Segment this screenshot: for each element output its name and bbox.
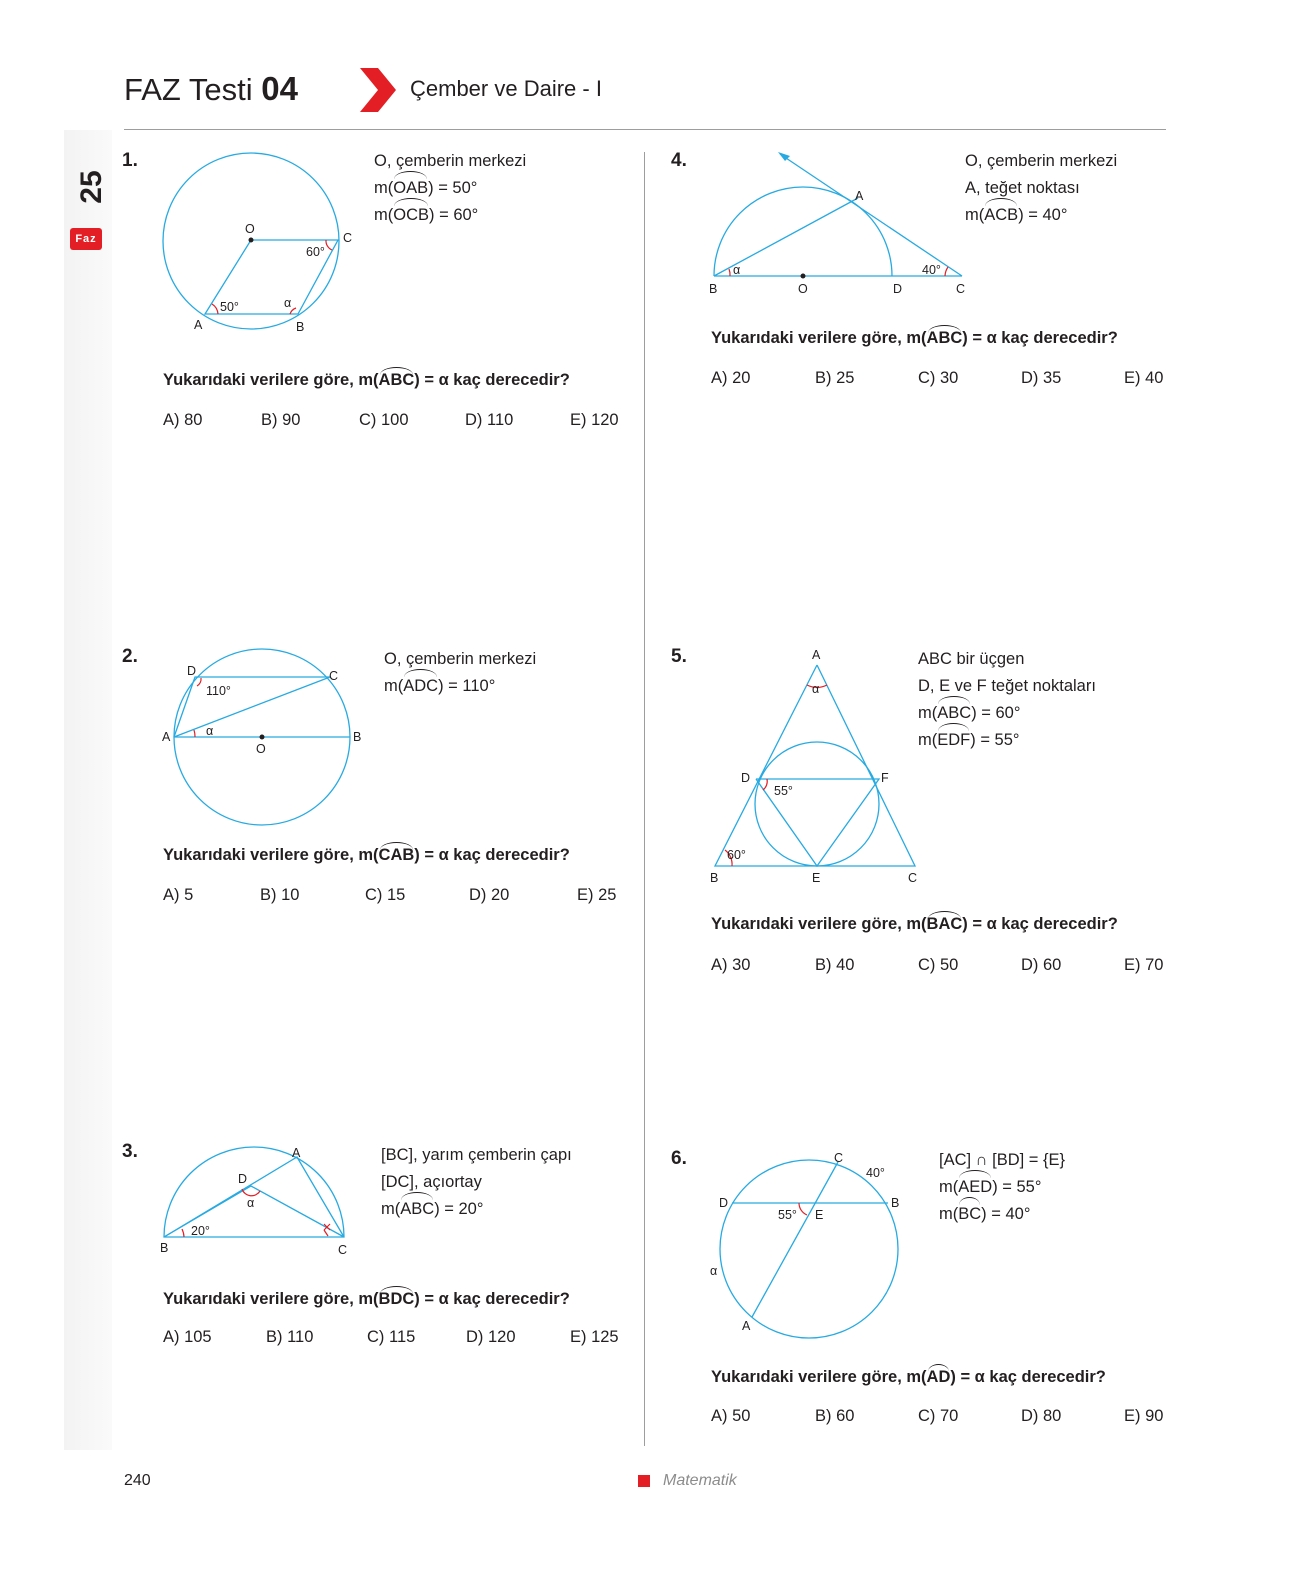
- point-label: B: [710, 871, 719, 885]
- arc-notation: AD: [926, 1368, 951, 1386]
- arc-notation: ABC: [926, 329, 963, 347]
- answer-choice[interactable]: B) 60: [815, 1407, 855, 1425]
- given-info: [384, 646, 536, 700]
- page-subtitle: Çember ve Daire - I: [410, 76, 602, 101]
- semicircle-shape: [714, 187, 892, 276]
- text-segment: ) = 20°: [434, 1200, 484, 1218]
- answer-choice[interactable]: D) 20: [469, 886, 510, 904]
- given-line: [374, 148, 526, 175]
- brand-logo-text: Faz: [75, 233, 97, 245]
- given-line: [374, 202, 526, 229]
- text-segment: ) = 55°: [992, 1178, 1042, 1196]
- question-number: 3.: [122, 1141, 138, 1162]
- question-text: [163, 1290, 570, 1309]
- angle-label: 55°: [774, 784, 793, 798]
- text-segment: ) = 50°: [428, 179, 478, 197]
- angle-mark: [194, 730, 195, 737]
- angle-mark: [324, 1230, 328, 1236]
- text-segment: m(: [374, 179, 394, 197]
- angle-mark: [945, 267, 948, 276]
- figure-q3: [158, 1140, 358, 1258]
- answer-choice[interactable]: E) 120: [570, 411, 619, 429]
- text-segment: Yukarıdaki verilere göre, m(: [163, 1290, 379, 1308]
- text-segment: Yukarıdaki verilere göre, m(: [163, 371, 379, 389]
- given-line: [965, 202, 1117, 229]
- text-segment: m(: [381, 1200, 401, 1218]
- answer-choice[interactable]: C) 115: [367, 1328, 416, 1346]
- arc-notation: ABC: [937, 700, 971, 727]
- header-divider: [124, 129, 1166, 130]
- arc-notation: OCB: [393, 202, 429, 229]
- answer-choice[interactable]: D) 80: [1021, 1407, 1062, 1425]
- angle-label: 50°: [220, 300, 239, 314]
- answer-choice[interactable]: C) 50: [918, 956, 959, 974]
- question-number: 4.: [671, 150, 687, 171]
- answer-choice[interactable]: B) 40: [815, 956, 855, 974]
- given-line: [939, 1201, 1065, 1228]
- answer-choice[interactable]: C) 30: [918, 369, 959, 387]
- text-segment: O, çemberin merkezi: [374, 152, 527, 170]
- answer-choice[interactable]: A) 50: [711, 1407, 751, 1425]
- arc-notation: BC: [958, 1201, 981, 1228]
- text-segment: m(: [939, 1178, 959, 1196]
- given-line: [965, 175, 1117, 202]
- text-segment: A, teğet noktası: [965, 179, 1080, 197]
- page-number: 240: [124, 1472, 151, 1489]
- given-info: [965, 148, 1117, 229]
- text-segment: ) = α kaç derecedir?: [414, 846, 570, 864]
- text-segment: ) = α kaç derecedir?: [962, 329, 1118, 347]
- figure-q1: [150, 140, 360, 350]
- given-line: [965, 148, 1117, 175]
- text-segment: m(: [918, 704, 938, 722]
- arc-notation: AED: [958, 1174, 992, 1201]
- text-segment: ) = α kaç derecedir?: [950, 1368, 1106, 1386]
- text-segment: ) = 55°: [970, 731, 1020, 749]
- side-strip: [64, 130, 112, 1450]
- line-segment: [752, 1162, 838, 1317]
- question-text: [163, 846, 570, 865]
- given-line: [918, 727, 1096, 754]
- given-line: [381, 1196, 572, 1223]
- point-label: O: [245, 222, 255, 236]
- answer-choice[interactable]: C) 100: [359, 411, 409, 429]
- text-segment: ) = 40°: [1018, 206, 1068, 224]
- text-segment: ABC bir üçgen: [918, 650, 1025, 668]
- text-segment: Yukarıdaki verilere göre, m(: [711, 1368, 927, 1386]
- answer-choice[interactable]: A) 5: [163, 886, 194, 904]
- answer-choice[interactable]: A) 20: [711, 369, 751, 387]
- question-number: 2.: [122, 646, 138, 667]
- angle-mark: [326, 240, 332, 250]
- point-label: O: [798, 282, 808, 296]
- angle-label: 60°: [306, 245, 325, 259]
- angle-mark: [763, 779, 767, 790]
- text-segment: Yukarıdaki verilere göre, m(: [711, 915, 927, 933]
- center-point: [260, 735, 265, 740]
- angle-mark: [212, 304, 218, 314]
- text-segment: ) = α kaç derecedir?: [962, 915, 1118, 933]
- point-label: D: [741, 771, 751, 785]
- question-text: [163, 371, 570, 390]
- answer-choice[interactable]: C) 15: [365, 886, 406, 904]
- question-text: [711, 329, 1118, 348]
- figure-q4: [700, 148, 980, 296]
- text-segment: m(: [918, 731, 938, 749]
- given-line: [939, 1147, 1065, 1174]
- text-segment: ) = 40°: [981, 1205, 1031, 1223]
- point-label: C: [338, 1243, 348, 1257]
- answer-choice[interactable]: E) 125: [570, 1328, 619, 1346]
- given-info: [918, 646, 1096, 754]
- text-segment: m(: [374, 206, 394, 224]
- point-label: B: [353, 730, 362, 744]
- arc-notation: BAC: [926, 915, 963, 933]
- point-label: C: [343, 231, 353, 245]
- text-segment: m(: [384, 677, 404, 695]
- given-line: [918, 673, 1096, 700]
- arc-notation: CAB: [378, 846, 415, 864]
- given-line: [384, 646, 536, 673]
- given-line: [384, 673, 536, 700]
- text-segment: Yukarıdaki verilere göre, m(: [711, 329, 927, 347]
- figure-q2: [155, 640, 380, 835]
- text-segment: m(: [965, 206, 985, 224]
- angle-mark: [799, 1203, 807, 1215]
- angle-label: 40°: [866, 1166, 885, 1180]
- arc-notation: ABC: [400, 1196, 434, 1223]
- alpha-label: α: [733, 263, 741, 277]
- answer-choice[interactable]: A) 30: [711, 956, 751, 974]
- angle-label: 110°: [206, 684, 231, 698]
- given-line: [381, 1142, 572, 1169]
- given-line: [918, 700, 1096, 727]
- angle-label: 55°: [778, 1208, 797, 1222]
- question-number: 1.: [122, 150, 138, 171]
- figure-q5: [705, 645, 930, 890]
- answer-choice[interactable]: A) 105: [163, 1328, 212, 1346]
- answer-choice[interactable]: D) 120: [466, 1328, 516, 1346]
- test-number: 04: [261, 70, 298, 107]
- arc-notation: BDC: [378, 1290, 415, 1308]
- given-info: [374, 148, 526, 229]
- given-line: [939, 1174, 1065, 1201]
- given-line: [374, 175, 526, 202]
- point-label: A: [812, 648, 821, 662]
- answer-choice[interactable]: A) 80: [163, 411, 203, 429]
- given-info: [939, 1147, 1065, 1228]
- angle-mark: [182, 1229, 184, 1237]
- text-segment: D, E ve F teğet noktaları: [918, 677, 1096, 695]
- text-segment: Yukarıdaki verilere göre, m(: [163, 846, 379, 864]
- alpha-label: α: [206, 724, 214, 738]
- point-label: E: [812, 871, 821, 885]
- point-label: A: [194, 318, 203, 332]
- answer-choice[interactable]: D) 110: [465, 411, 514, 429]
- angle-mark: [729, 269, 730, 276]
- arc-notation: ACB: [984, 202, 1018, 229]
- answer-choice[interactable]: E) 70: [1124, 956, 1164, 974]
- point-label: C: [956, 282, 966, 296]
- text-segment: ) = α kaç derecedir?: [414, 1290, 570, 1308]
- point-label: A: [742, 1319, 751, 1333]
- answer-choice[interactable]: E) 90: [1124, 1407, 1164, 1425]
- point-label: B: [709, 282, 718, 296]
- footer-square-icon: [638, 1475, 650, 1487]
- answer-choice[interactable]: D) 60: [1021, 956, 1062, 974]
- test-label: FAZ Testi: [124, 72, 253, 107]
- center-point: [801, 274, 806, 279]
- angle-label: 40°: [922, 263, 941, 277]
- answer-choice[interactable]: E) 25: [577, 886, 617, 904]
- point-label: O: [256, 742, 266, 756]
- subject-label: Matematik: [663, 1472, 737, 1489]
- question-text: [711, 1368, 1106, 1387]
- arc-notation: OAB: [393, 175, 428, 202]
- point-label: A: [855, 189, 864, 203]
- point-label: C: [908, 871, 918, 885]
- answer-choice[interactable]: E) 40: [1124, 369, 1164, 387]
- column-divider: [644, 152, 645, 1446]
- alpha-label: α: [247, 1196, 255, 1210]
- alpha-label: α: [812, 682, 820, 696]
- figure-q6: [700, 1145, 915, 1355]
- angle-label: 20°: [191, 1224, 210, 1238]
- point-label: D: [238, 1172, 248, 1186]
- page-title: [124, 70, 298, 108]
- text-segment: [DC], açıortay: [381, 1173, 482, 1191]
- answer-choice[interactable]: B) 10: [260, 886, 300, 904]
- point-label: B: [296, 320, 305, 334]
- given-line: [918, 646, 1096, 673]
- point-label: D: [893, 282, 903, 296]
- answer-choice[interactable]: B) 25: [815, 369, 855, 387]
- arc-notation: EDF: [937, 727, 970, 754]
- angle-mark: [197, 678, 201, 686]
- alpha-label: α: [284, 296, 292, 310]
- point-label: E: [815, 1208, 824, 1222]
- arc-notation: ABC: [378, 371, 415, 389]
- point-label: C: [834, 1151, 844, 1165]
- angle-label: 60°: [727, 848, 746, 862]
- point-label: C: [329, 669, 339, 683]
- point-label: D: [719, 1196, 729, 1210]
- answer-choice[interactable]: B) 90: [261, 411, 301, 429]
- point-label: B: [891, 1196, 900, 1210]
- point-label: B: [160, 1241, 169, 1255]
- question-number: 6.: [671, 1148, 687, 1169]
- text-segment: [AC] ∩ [BD] = {E}: [939, 1151, 1066, 1169]
- alpha-label: α: [710, 1264, 718, 1278]
- text-segment: ) = α kaç derecedir?: [414, 371, 570, 389]
- question-text: [711, 915, 1118, 934]
- text-segment: O, çemberin merkezi: [384, 650, 537, 668]
- text-segment: O, çemberin merkezi: [965, 152, 1118, 170]
- arc-notation: ADC: [403, 673, 438, 700]
- side-unit-number: 25: [75, 170, 108, 204]
- text-segment: ) = 60°: [971, 704, 1021, 722]
- answer-choice[interactable]: B) 110: [266, 1328, 314, 1346]
- point-label: D: [187, 664, 197, 678]
- point-label: A: [162, 730, 171, 744]
- given-info: [381, 1142, 572, 1223]
- answer-choice[interactable]: D) 35: [1021, 369, 1062, 387]
- text-segment: [BC], yarım çemberin çapı: [381, 1146, 572, 1164]
- line-segment: [780, 154, 962, 276]
- circle-shape: [720, 1160, 898, 1338]
- text-segment: ) = 110°: [438, 677, 496, 695]
- center-point: [249, 238, 254, 243]
- question-number: 5.: [671, 646, 687, 667]
- text-segment: m(: [939, 1205, 959, 1223]
- chevron-right-icon: [358, 66, 398, 114]
- point-label: F: [881, 771, 889, 785]
- point-label: A: [292, 1146, 301, 1160]
- answer-choice[interactable]: C) 70: [918, 1407, 959, 1425]
- text-segment: ) = 60°: [429, 206, 479, 224]
